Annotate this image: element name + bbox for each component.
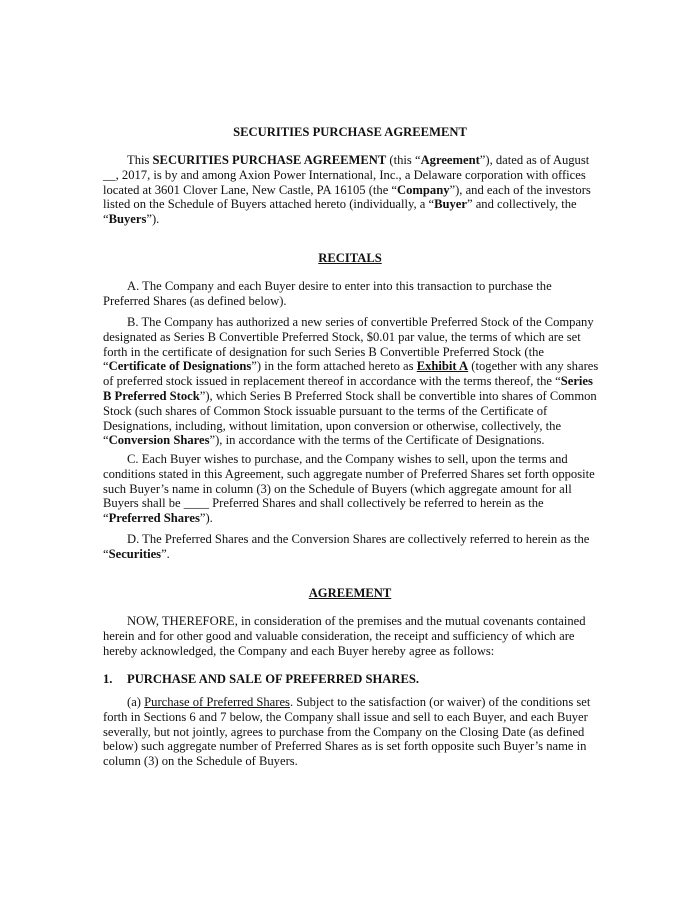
recital-d-text-2: ”.	[161, 546, 170, 561]
intro-bold-agreement-name: SECURITIES PURCHASE AGREEMENT	[152, 153, 387, 167]
intro-bold-company: Company	[397, 182, 450, 197]
section-1-heading	[103, 672, 419, 687]
intro-bold-buyer: Buyer	[434, 197, 467, 212]
recital-d-bold-securities: Securities	[108, 546, 162, 561]
recital-b-text-3: (together with any shares of preferred stock issued in replacement thereof in accordance with the terms thereof, the “	[103, 359, 599, 389]
intro-text-4: ”), and each of the investors listed on the Schedule of Buyers attached hereto (individually, a “	[103, 182, 591, 212]
recital-b-text-1: B. The Company has authorized a new series of convertible Preferred Stock of the Company designated as Series B Convertible Preferred Stock, $0.01 par value, the terms of which are set forth in the certificate of designation for such Series B Convertible Preferred Stock (the “	[103, 315, 594, 374]
document-title: SECURITIES PURCHASE AGREEMENT	[233, 125, 467, 139]
recital-b-bold-certificate: Certificate of Designations	[108, 359, 252, 374]
agreement-paragraph: NOW, THEREFORE, in consideration of the premises and the mutual covenants contained herein and for other good and valuable consideration, the receipt and sufficiency of which are hereby acknowledged, the Company and each Buyer hereby agree as follows:	[103, 614, 586, 658]
recital-b-exhibit-a: Exhibit A	[416, 359, 469, 374]
section-1a-text-1: (a)	[127, 695, 145, 709]
section-1a-paragraph	[103, 695, 601, 769]
recitals-heading: RECITALS	[318, 251, 382, 265]
recital-b-text-2: ”) in the form attached hereto as	[251, 359, 417, 374]
recital-a: A. The Company and each Buyer desire to enter into this transaction to purchase the Preferred Shares (as defined below).	[103, 279, 552, 308]
intro-bold-buyers: Buyers	[108, 212, 147, 227]
intro-paragraph	[103, 153, 601, 227]
intro-text-5: ” and collectively, the “	[103, 197, 577, 227]
recital-c-blank: ____	[183, 496, 209, 511]
recital-c	[103, 452, 601, 526]
section-1a-text-2: . Subject to the satisfaction (or waiver) of the conditions set forth in Sections 6 and 7 below, the Company shall issue and sell to each Buyer, and each Buyer severally, but not jointly, agrees to purchase from the Company on the Closing Date (as defined below) such aggregate number of Preferred Shares as is set forth opposite such Buyer’s name in column (3) on the Schedule of Buyers.	[103, 695, 591, 769]
recital-b	[103, 315, 601, 448]
recital-d-text-1: D. The Preferred Shares and the Conversion Shares are collectively referred to herein as the “	[103, 532, 590, 561]
section-1a-underlined-title: Purchase of Preferred Shares	[144, 695, 290, 709]
recital-d	[103, 532, 601, 562]
recital-b-text-5: ”), in accordance with the terms of the Certificate of Designations.	[209, 433, 545, 448]
recital-c-bold-preferred-shares: Preferred Shares	[108, 511, 200, 526]
intro-text-6: ”).	[146, 212, 160, 227]
recital-b-bold-conversion-shares: Conversion Shares	[108, 433, 210, 448]
recital-c-text-1: C. Each Buyer wishes to purchase, and the Company wishes to sell, upon the terms and conditions stated in this Agreement, such aggregate number of Preferred Shares set forth opposite such Buyer’s name in column (3) on the Schedule of Buyers (which aggregate amount for all Buyers shall be	[103, 452, 595, 511]
recital-b-bold-series-b: Series B Preferred Stock	[103, 374, 593, 403]
intro-text-2: (this “	[386, 153, 421, 167]
intro-text-1: This	[127, 153, 153, 167]
recital-b-text-4: ”), which Series B Preferred Stock shall be convertible into shares of Common Stock (such shares of Common Stock issuable pursuant to the terms of the Certificate of Designations, including, without limitation, upon conversion or otherwise, collectively, the “	[103, 388, 597, 448]
section-1-number: 1.	[103, 672, 113, 686]
recital-c-text-3: ”).	[199, 511, 213, 526]
section-1-title: PURCHASE AND SALE OF PREFERRED SHARES.	[127, 672, 420, 686]
recital-c-text-2: Preferred Shares and shall collectively be referred to herein as the “	[103, 496, 544, 526]
intro-text-3: ”), dated as of August __, 2017, is by and among Axion Power International, Inc., a Delaware corporation with offices located at 3601 Clover Lane, New Castle, PA 16105 (the “	[103, 153, 590, 197]
agreement-heading: AGREEMENT	[308, 586, 392, 600]
intro-bold-agreement: Agreement	[420, 153, 480, 167]
